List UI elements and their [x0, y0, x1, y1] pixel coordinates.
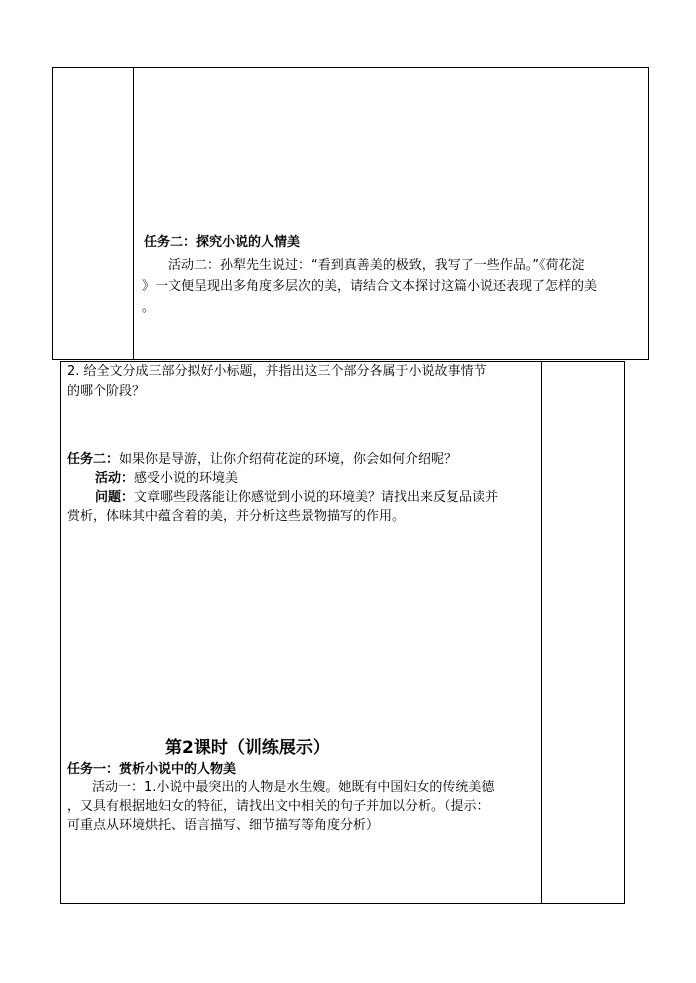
top-table-divider — [133, 67, 134, 360]
activity1-line-1: 活动一：1.小说中最突出的人物是水生嫂。她既有中国妇女的传统美德 — [92, 780, 495, 795]
task2-guide-line — [67, 452, 457, 468]
activity2-line-3: 。 — [142, 300, 156, 315]
question-line-2: 赏析，体味其中蕴含着的美，并分析这些景物描写的作用。 — [67, 509, 406, 524]
activity1-line-2: ，又具有根据地妇女的特征，请找出文中相关的句子并加以分析。（提示： — [67, 799, 490, 814]
activity2-line-2: 》一文便呈现出多角度多层次的美，请结合文本探讨这篇小说还表现了怎样的美 — [142, 279, 598, 294]
question-line-1 — [95, 490, 498, 506]
bottom-table-divider — [541, 361, 542, 904]
activity1-line-3: 可重点从环境烘托、语言描写、细节描写等角度分析） — [67, 818, 380, 833]
activity-text: 感受小说的环境美 — [134, 471, 239, 486]
top-table — [52, 67, 649, 360]
task2-label: 任务二： — [67, 452, 120, 467]
question-text: 文章哪些段落能让你感觉到小说的环境美？请找出来反复品读并 — [134, 490, 499, 505]
activity-line — [95, 471, 238, 487]
question-2-line-2: 的哪个阶段？ — [67, 384, 146, 399]
activity-label: 活动： — [95, 471, 135, 486]
lesson-title: 第2课时（训练展示） — [165, 738, 330, 758]
activity2-line-1: 活动二：孙犁先生说过：“看到真善美的极致，我写了一些作品。”《荷花淀 — [168, 258, 585, 273]
task2-text: 如果你是导游，让你介绍荷花淀的环境，你会如何介绍呢？ — [119, 452, 458, 467]
question-label: 问题： — [95, 490, 135, 505]
task2-heading: 任务二：探究小说的人情美 — [144, 235, 301, 250]
task1-heading: 任务一：赏析小说中的人物美 — [67, 762, 237, 777]
question-2-line-1: 2. 给全文分成三部分拟好小标题，并指出这三个部分各属于小说故事情节 — [67, 364, 487, 379]
